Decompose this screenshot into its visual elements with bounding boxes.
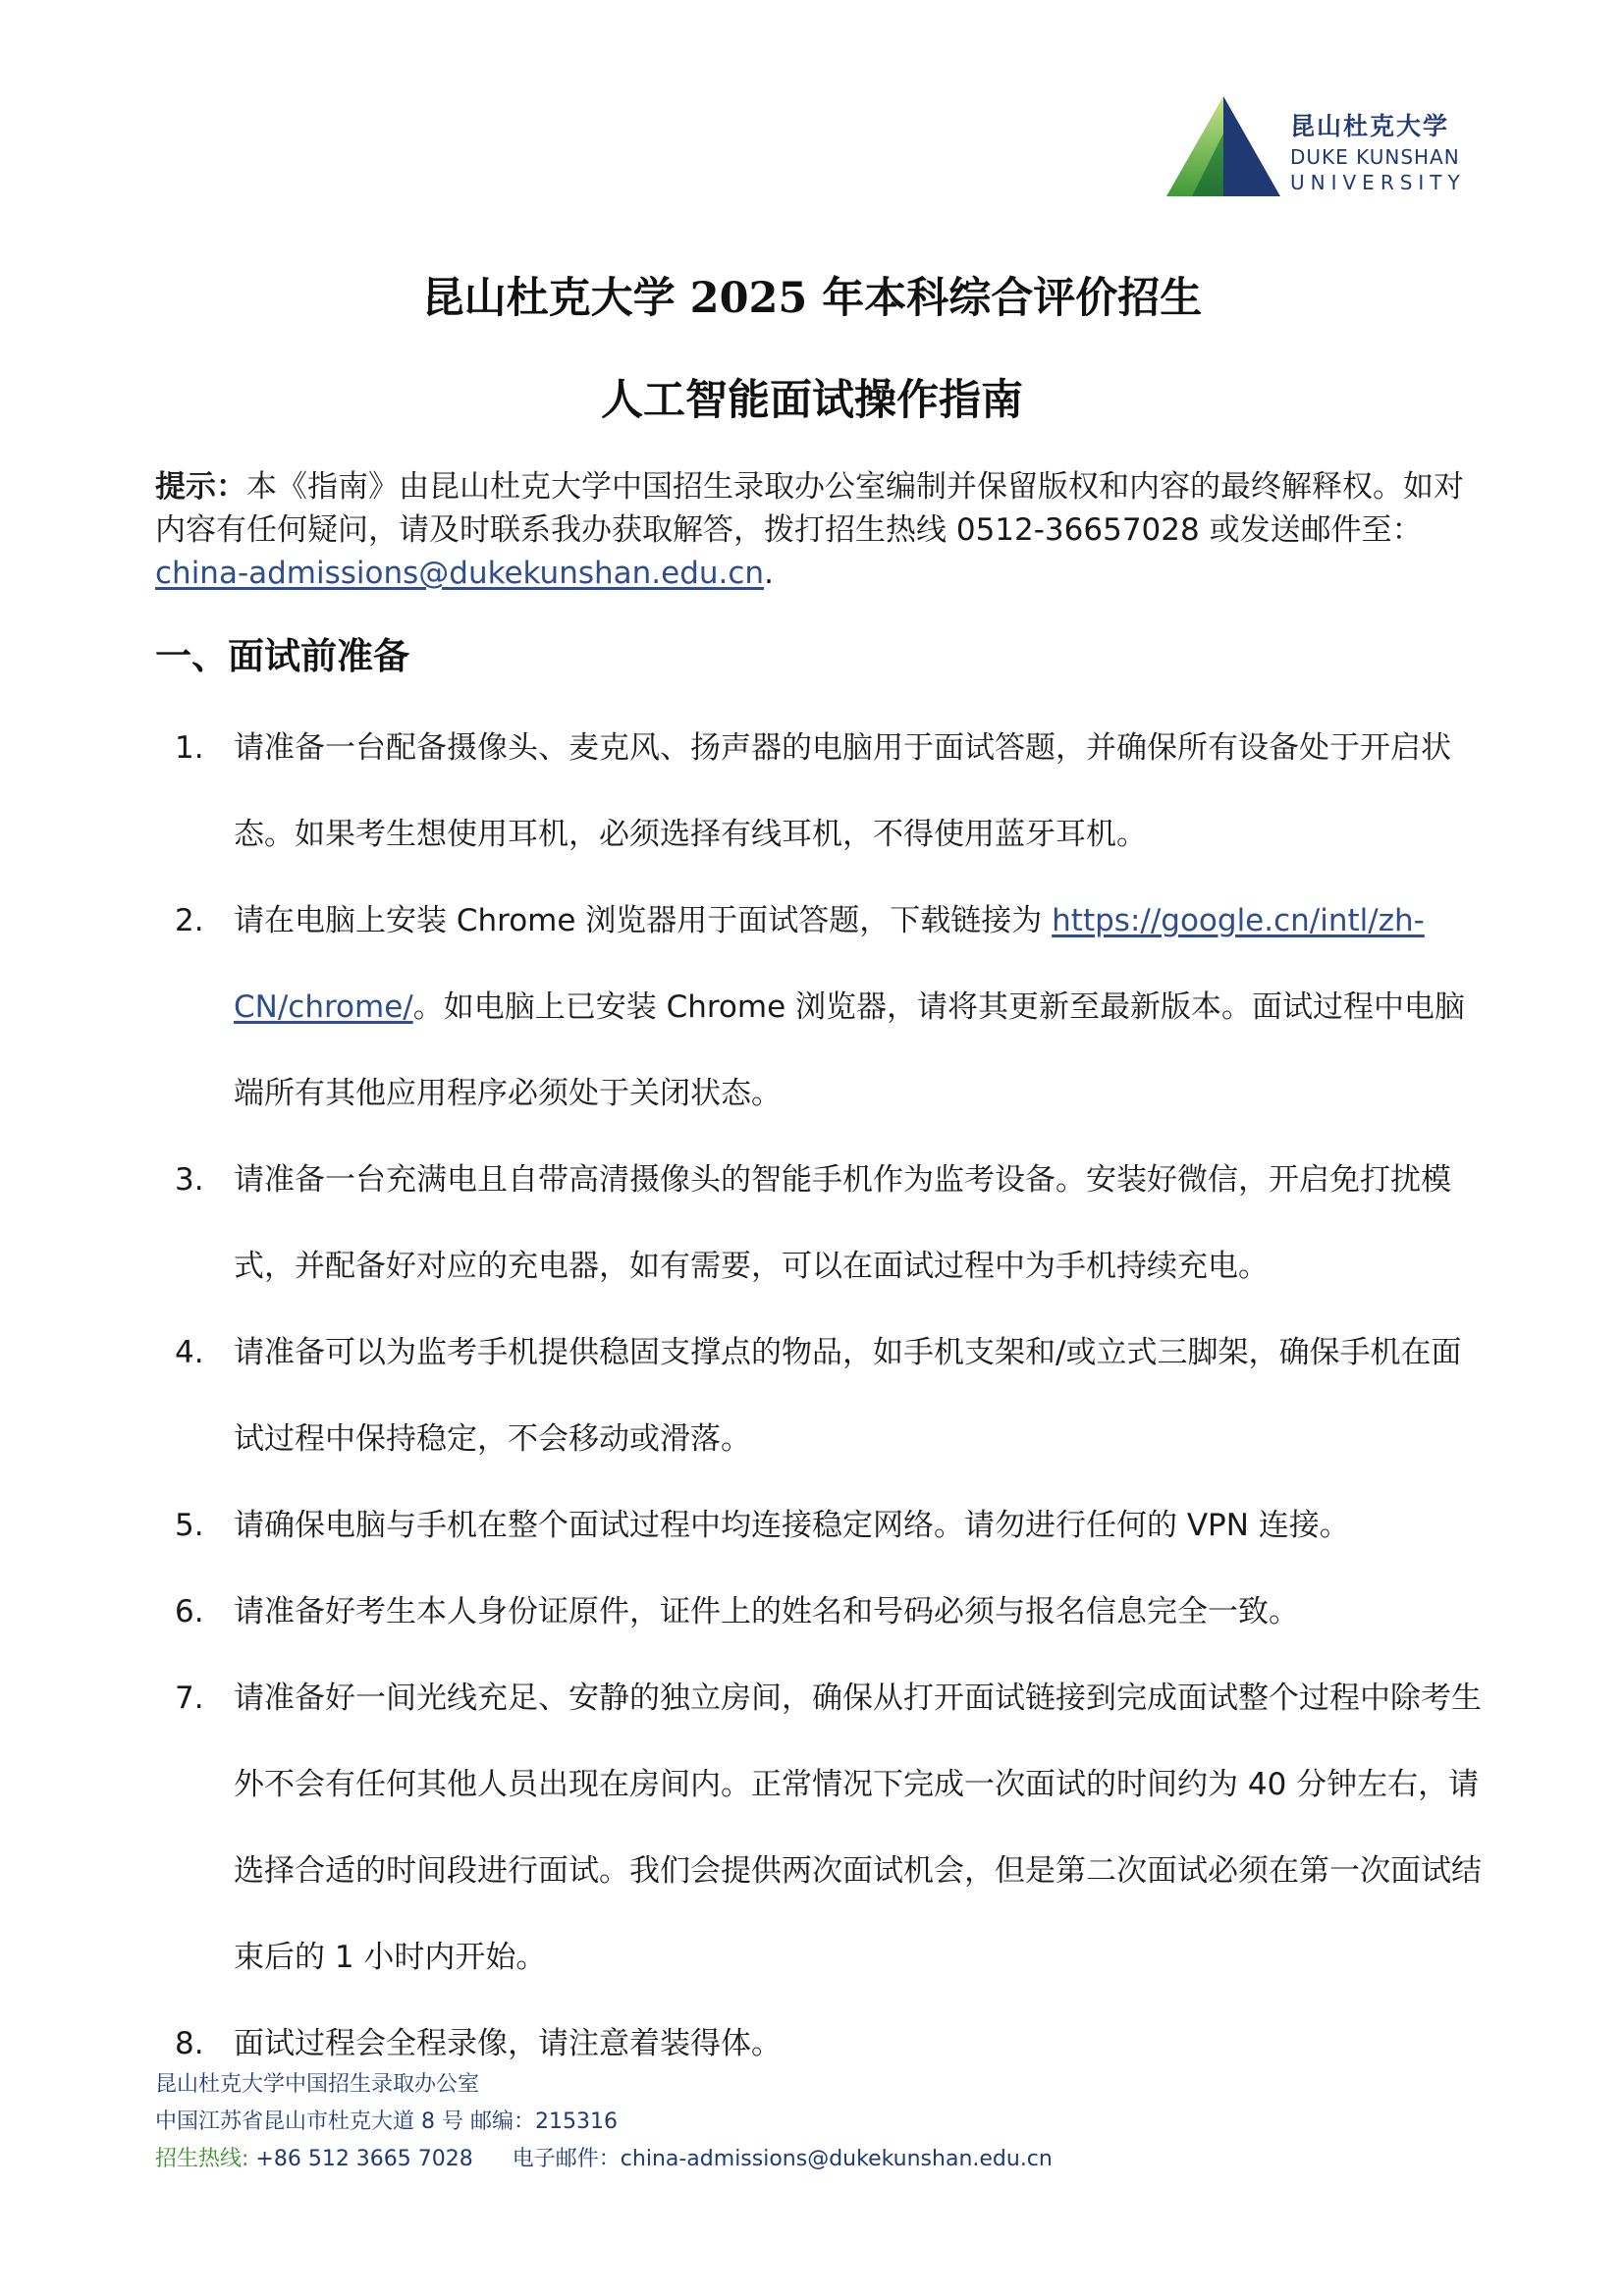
logo-name-cn: 昆山杜克大学: [1290, 112, 1450, 140]
list-item-number: 7.: [175, 1681, 204, 1716]
list-item-number: 8.: [175, 2026, 204, 2061]
list-item: [0, 705, 1624, 878]
list-item: [0, 878, 1624, 1137]
list-item-number: 4.: [175, 1335, 204, 1370]
logo-wordmark: [1290, 114, 1466, 192]
list-item: [0, 1482, 1624, 1569]
notice-label: 提示：: [155, 469, 246, 505]
list-item-number: 3.: [175, 1162, 204, 1198]
list-item: [0, 1137, 1624, 1309]
list-item: [0, 1309, 1624, 1482]
document-title: 昆山杜克大学 2025 年本科综合评价招生: [421, 274, 1203, 323]
university-logo: [1163, 94, 1487, 202]
section-heading: 一、面试前准备: [155, 635, 409, 677]
mountain-logo-icon: [1163, 94, 1280, 196]
list-item-text: [234, 878, 1483, 1137]
preparation-list: [0, 705, 1624, 2087]
list-item-number: 6.: [175, 1594, 204, 1629]
list-item-number: 5.: [175, 1508, 204, 1543]
notice-email-link[interactable]: china-admissions@dukekunshan.edu.cn: [155, 556, 765, 591]
footer-email-label: 电子邮件：: [512, 2147, 621, 2171]
notice-text: 本《指南》由昆山杜克大学中国招生录取办公室编制并保留版权和内容的最终解释权。如对内容有任何疑问，请及时联系我办获取解答，拨打招生热线 0512-36657028 或发送邮件至：: [155, 469, 1464, 548]
footer-office: 昆山杜克大学中国招生录取办公室: [155, 2072, 480, 2097]
footer-hotline: +86 512 3665 7028: [255, 2147, 473, 2171]
document-subtitle: 人工智能面试操作指南: [601, 376, 1023, 425]
list-item-text: 请确保电脑与手机在整个面试过程中均连接稳定网络。请勿进行任何的 VPN 连接。: [234, 1508, 1350, 1543]
list-item: [0, 1569, 1624, 1655]
notice-paragraph: [155, 465, 1471, 595]
footer-address: 中国江苏省昆山市杜克大道 8 号 邮编：215316: [155, 2109, 618, 2134]
list-item: [0, 1655, 1624, 2001]
list-item-text-after: 。如电脑上已安装 Chrome 浏览器，请将其更新至最新版本。面试过程中电脑端所有其他应用程序必须处于关闭状态。: [234, 989, 1466, 1111]
chrome-download-link[interactable]: https://google.cn/intl/zh-CN/chrome/: [234, 903, 1425, 1025]
list-item-text: 请准备可以为监考手机提供稳固支撑点的物品，如手机支架和/或立式三脚架，确保手机在面试过程中保持稳定，不会移动或滑落。: [234, 1335, 1462, 1457]
logo-name-en-1: DUKE KUNSHAN: [1290, 145, 1460, 169]
page-footer: [155, 2066, 1053, 2178]
list-item-number: 2.: [175, 903, 204, 938]
logo-name-en-2: UNIVERSITY: [1290, 171, 1466, 194]
list-item-text: 面试过程会全程录像，请注意着装得体。: [234, 2026, 782, 2061]
list-item-text: 请准备好考生本人身份证原件，证件上的姓名和号码必须与报名信息完全一致。: [234, 1594, 1299, 1629]
notice-end: .: [764, 556, 774, 591]
list-item-text: 请准备一台配备摄像头、麦克风、扬声器的电脑用于面试答题，并确保所有设备处于开启状态。如果考生想使用耳机，必须选择有线耳机，不得使用蓝牙耳机。: [234, 730, 1451, 852]
list-item-number: 1.: [175, 730, 204, 766]
list-item-text: 请准备一台充满电且自带高清摄像头的智能手机作为监考设备。安装好微信，开启免打扰模式，并配备好对应的充电器，如有需要，可以在面试过程中为手机持续充电。: [234, 1162, 1451, 1284]
footer-hotline-label: 招生热线:: [155, 2147, 256, 2171]
footer-contact: [155, 2141, 1053, 2178]
list-item-text-before: 请在电脑上安装 Chrome 浏览器用于面试答题，下载链接为: [234, 903, 1053, 938]
footer-email[interactable]: china-admissions@dukekunshan.edu.cn: [620, 2147, 1053, 2171]
list-item-text: 请准备好一间光线充足、安静的独立房间，确保从打开面试链接到完成面试整个过程中除考生外不会有任何其他人员出现在房间内。正常情况下完成一次面试的时间约为 40 分钟左右，请选择合适的时间段进行面试。我们会提供两次面试机会，但是第二次面试必须在第一次面试结束后的 1 小时内开始。: [234, 1681, 1482, 1975]
